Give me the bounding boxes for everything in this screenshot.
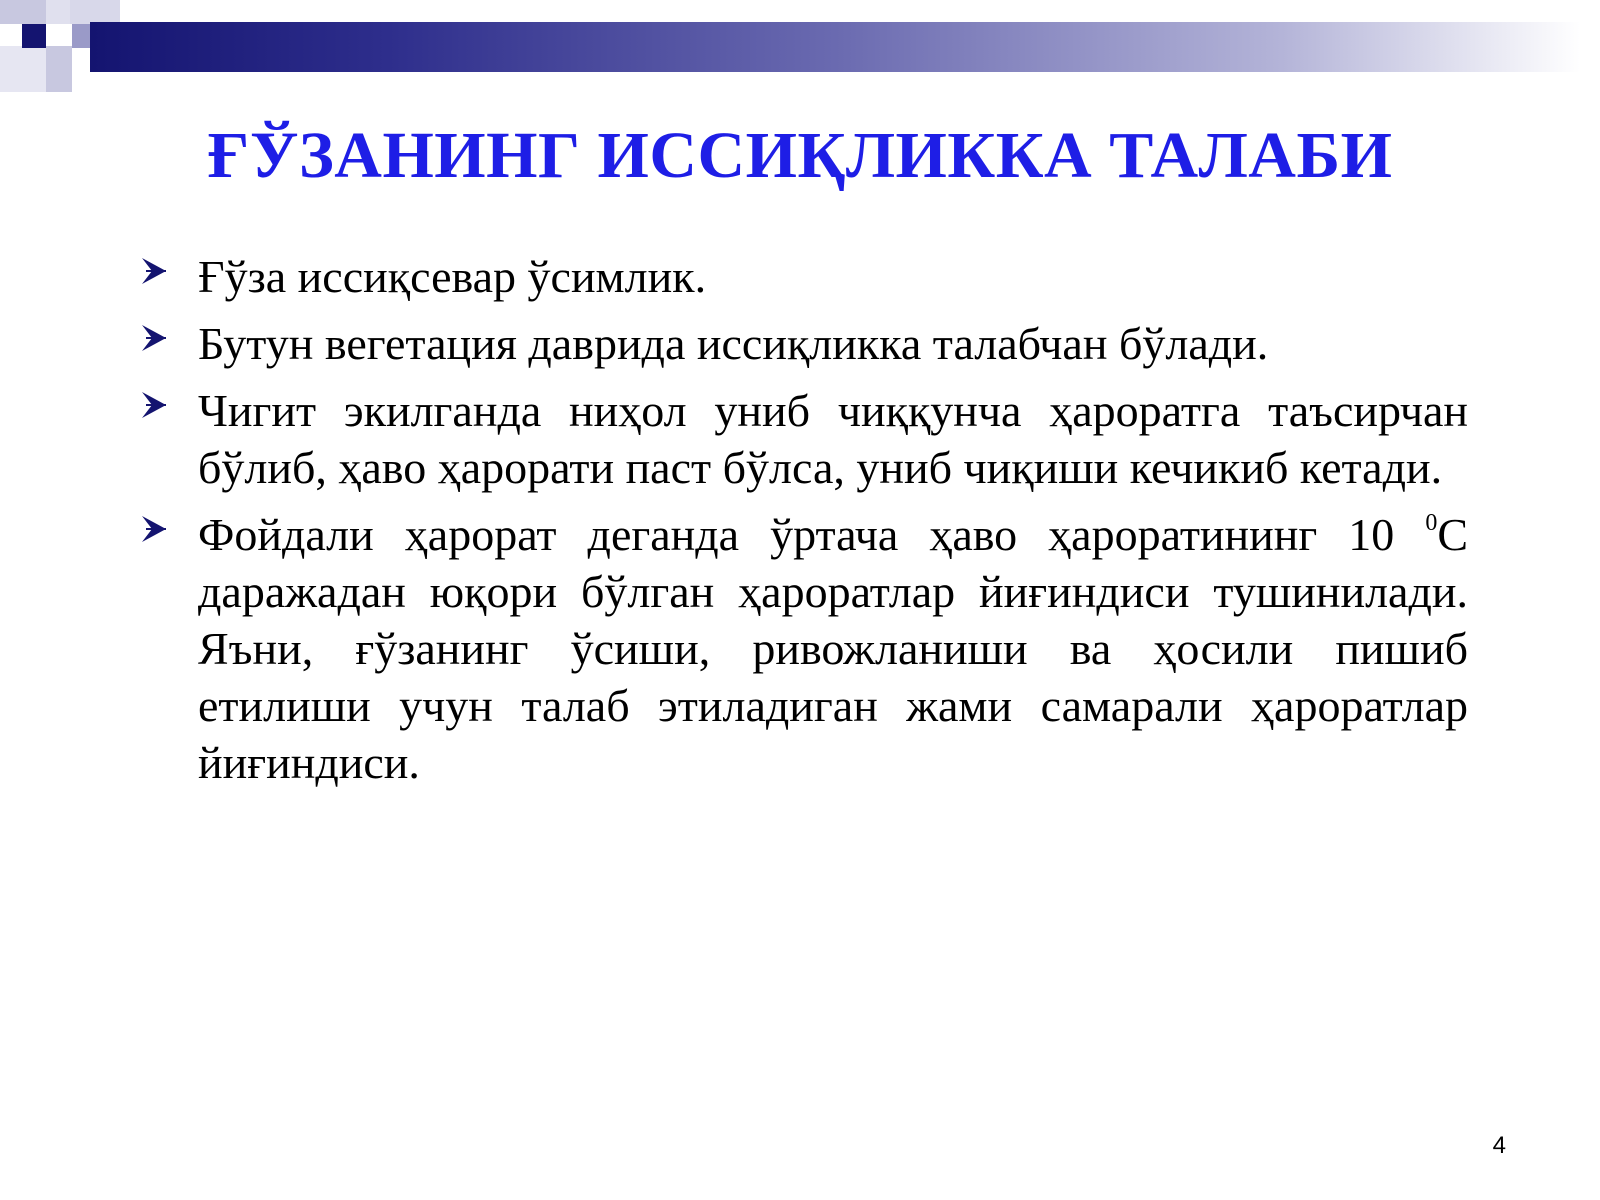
arrowhead-bullet-icon	[140, 323, 168, 353]
bullet-item	[140, 506, 1468, 791]
page-number: 4	[1492, 1132, 1506, 1159]
arrowhead-bullet-icon	[140, 514, 168, 544]
header-decor-square	[72, 24, 90, 48]
header-gradient-bar	[90, 22, 1580, 72]
bullet-item	[140, 382, 1468, 496]
bullet-item	[140, 248, 1468, 305]
header-decor-square	[0, 0, 48, 24]
slide-title: ҒЎЗАНИНГ ИССИҚЛИККА ТАЛАБИ	[207, 119, 1393, 192]
arrowhead-bullet-icon	[140, 390, 168, 420]
bullet-text-start: Фойдали ҳарорат деганда ўртача ҳаво ҳароратининг 10	[198, 509, 1426, 560]
bullet-text-end: С даражадан юқори бўлган ҳароратлар йиғиндиси тушинилади. Яъни, ғўзанинг ўсиши, ривожланиши ва ҳосили пишиб етилиши учун талаб этиладиган жами самарали ҳароратлар йиғиндиси.	[198, 509, 1468, 788]
bullet-text: Ғўза иссиқсевар ўсимлик.	[198, 251, 707, 302]
degree-superscript: 0	[1425, 510, 1438, 536]
header-decor-square	[22, 24, 46, 48]
bullet-text: Бутун вегетация даврида иссиқликка талабчан бўлади.	[198, 318, 1269, 369]
header-decor-square	[0, 46, 46, 92]
header-decor-square	[46, 0, 70, 24]
bullet-list	[140, 248, 1468, 801]
arrowhead-bullet-icon	[140, 256, 168, 286]
header-decor-square	[46, 46, 72, 92]
header-decor-square	[70, 0, 120, 24]
bullet-item	[140, 315, 1468, 372]
bullet-text: Чигит экилганда ниҳол униб чиққунча ҳароратга таъсирчан бўлиб, ҳаво ҳарорати паст бўлса, униб чиқиши кечикиб кетади.	[198, 385, 1468, 493]
